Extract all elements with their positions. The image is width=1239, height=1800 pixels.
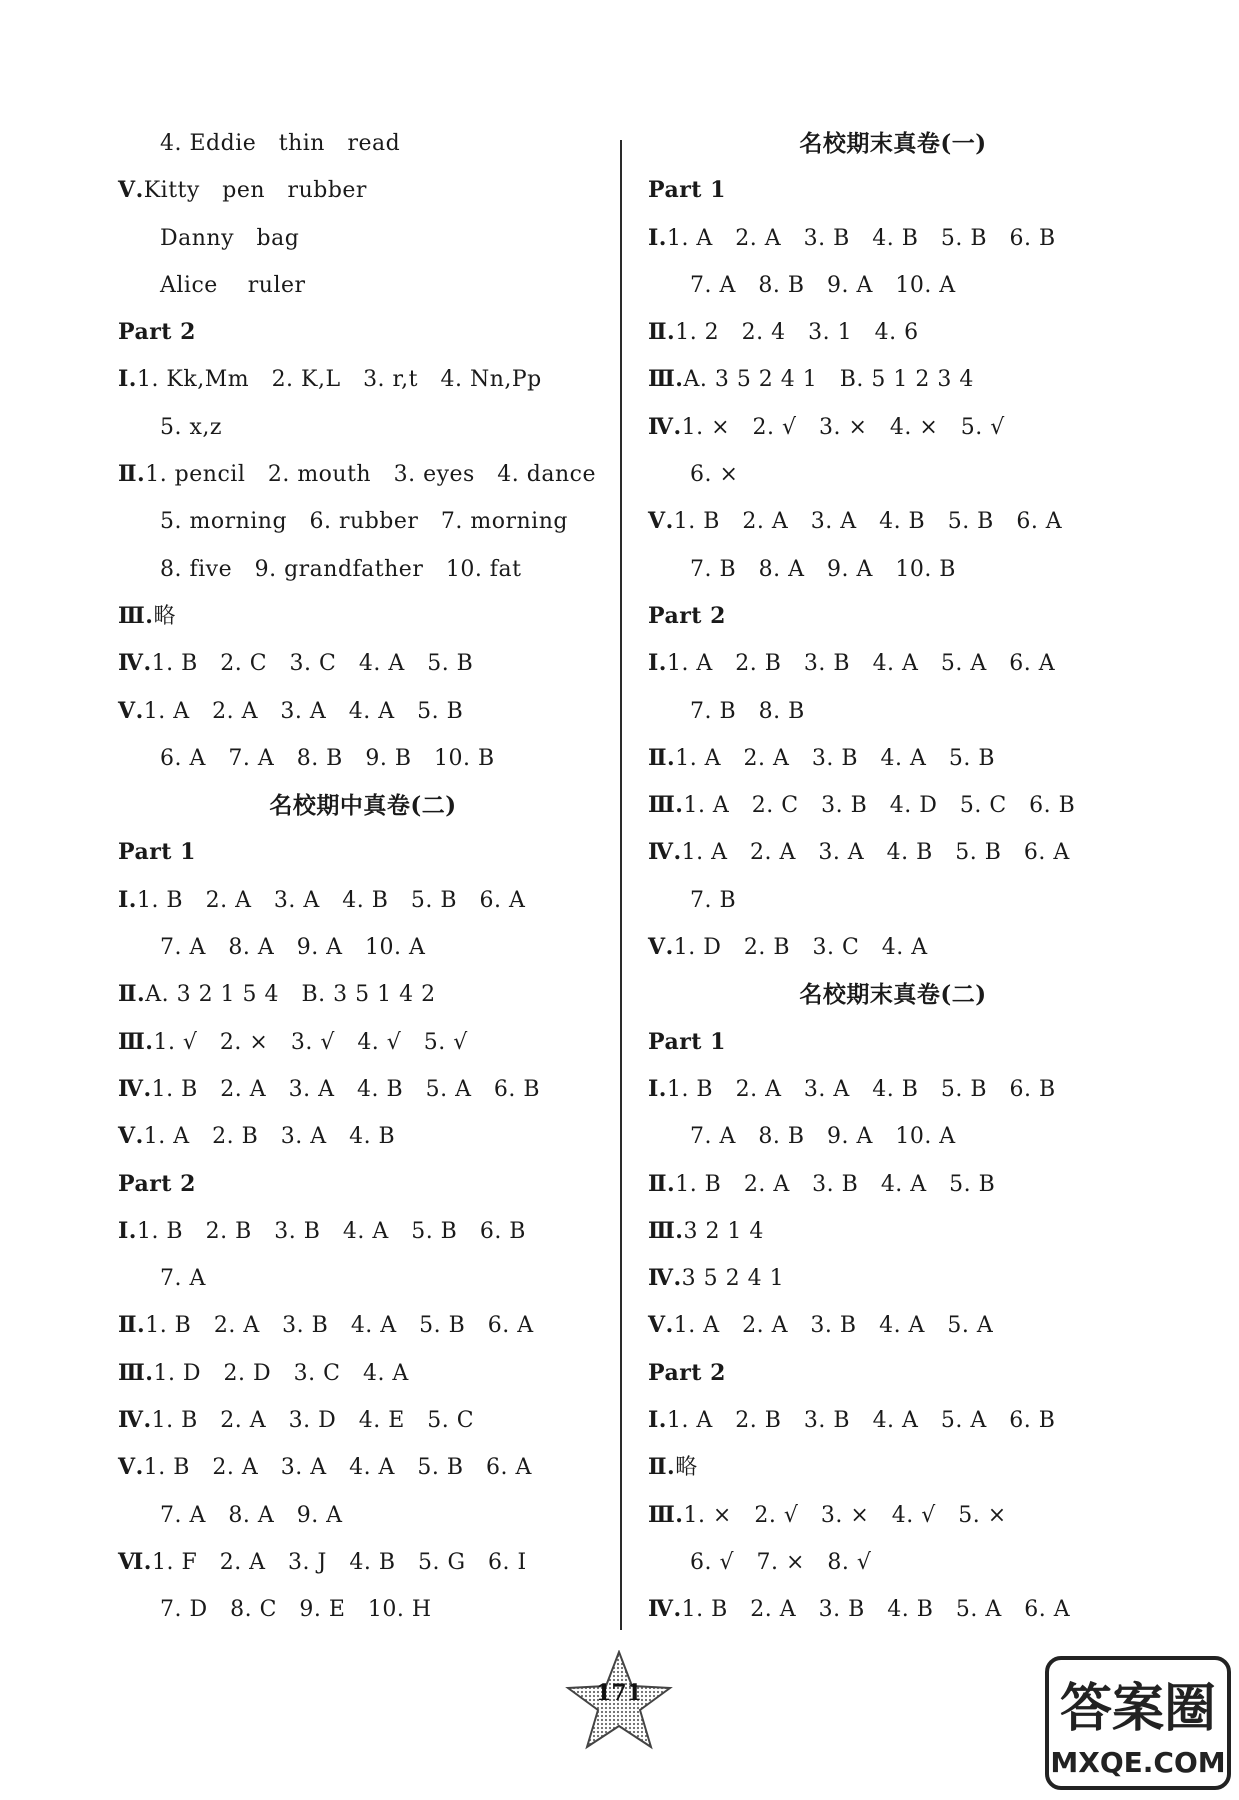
section-title: 名校期末真卷(二) [799, 981, 987, 1009]
item-number: Ⅱ. [118, 461, 146, 488]
answer-text: 1. D 2. D 3. C 4. A [153, 1360, 409, 1386]
answer-text: 1. A 2. B 3. B 4. A 5. A 6. B [666, 1408, 1056, 1434]
item-number: Ⅴ. [118, 1454, 144, 1481]
left-column [118, 120, 608, 1634]
page-number: 171 [596, 1680, 642, 1706]
answer-item [648, 1397, 1138, 1444]
answer-text: 3 2 1 4 [683, 1218, 764, 1244]
answer-line: 5. morning 6. rubber 7. morning [160, 509, 568, 535]
section-title: 名校期中真卷(二) [269, 792, 457, 820]
part-heading: Part 1 [648, 1028, 726, 1055]
answer-item [118, 971, 608, 1018]
answer-line: 6. × [690, 462, 739, 488]
answer-text: 1. B 2. A 3. B 4. A 5. B [675, 1171, 996, 1197]
item-number: Ⅴ. [118, 697, 144, 724]
answer-line: 7. B 8. B [690, 698, 805, 724]
answer-line: 7. A 8. B 9. A 10. A [690, 1124, 956, 1150]
answer-text: 3 5 2 4 1 [681, 1266, 785, 1292]
answer-item [118, 1302, 608, 1349]
answer-item [118, 356, 608, 403]
item-number: Ⅳ. [648, 1596, 682, 1623]
answer-line: Danny bag [160, 225, 300, 251]
answer-text: 1. pencil 2. mouth 3. eyes 4. dance [145, 462, 596, 488]
part-heading: Part 1 [648, 177, 726, 204]
answer-text: 1. B 2. A 3. A 4. B 5. A 6. B [151, 1076, 541, 1102]
answer-item [648, 1255, 1138, 1302]
item-number: Ⅲ. [648, 1217, 684, 1244]
item-number: Ⅱ. [118, 981, 146, 1008]
part-heading: Part 2 [648, 602, 726, 629]
answer-item [118, 1208, 608, 1255]
answer-item [648, 924, 1138, 971]
part-heading: Part 2 [118, 319, 196, 346]
answer-text: 1. B 2. A 3. A 4. B 5. B 6. A [136, 887, 526, 913]
answer-text: 1. A 2. A 3. B 4. A 5. A [673, 1313, 994, 1339]
item-number: Ⅰ. [648, 650, 667, 677]
item-number: Ⅱ. [648, 1170, 676, 1197]
item-number: Ⅰ. [118, 1217, 137, 1244]
answer-item [648, 735, 1138, 782]
answer-text: 略 [153, 603, 176, 629]
item-number: Ⅴ. [648, 508, 674, 535]
answer-item [118, 1066, 608, 1113]
answer-item [648, 1302, 1138, 1349]
answer-line: 5. x,z [160, 414, 222, 440]
item-number: Ⅰ. [118, 886, 137, 913]
answer-line: 6. A 7. A 8. B 9. B 10. B [160, 745, 495, 771]
answer-item [648, 1208, 1138, 1255]
item-number: Ⅲ. [118, 602, 154, 629]
answer-item [118, 1019, 608, 1066]
item-number: Ⅰ. [118, 366, 137, 393]
answer-text: 1. B 2. A 3. D 4. E 5. C [151, 1408, 475, 1434]
answer-item [648, 1066, 1138, 1113]
right-column [648, 120, 1138, 1634]
answer-item [118, 1539, 608, 1586]
item-number: Ⅴ. [118, 177, 144, 204]
section-title: 名校期末真卷(一) [799, 130, 987, 157]
answer-line: 7. A 8. A 9. A 10. A [160, 935, 426, 961]
answer-item [648, 1586, 1138, 1633]
answer-text: 1. A 2. A 3. B 4. A 5. B [675, 745, 996, 771]
answer-text: 1. × 2. √ 3. × 4. × 5. √ [681, 414, 1005, 440]
answer-text: 1. A 2. B 3. A 4. B [143, 1124, 396, 1150]
answer-text: 1. D 2. B 3. C 4. A [673, 935, 928, 961]
answer-text: 1. × 2. √ 3. × 4. √ 5. × [683, 1502, 1007, 1528]
answer-item [648, 1492, 1138, 1539]
item-number: Ⅴ. [118, 1123, 144, 1150]
answer-text: A. 3 5 2 4 1 B. 5 1 2 3 4 [683, 367, 974, 393]
answer-line: 7. B 8. A 9. A 10. B [690, 556, 956, 582]
answer-text: 1. A 2. A 3. A 4. A 5. B [143, 698, 464, 724]
answer-item [648, 309, 1138, 356]
answer-text: 1. B 2. A 3. B 4. B 5. A 6. A [681, 1597, 1071, 1623]
answer-item [118, 593, 608, 640]
item-number: Ⅳ. [648, 839, 682, 866]
answer-text: 1. A 2. B 3. B 4. A 5. A 6. A [666, 651, 1056, 677]
answer-item [118, 1350, 608, 1397]
item-number: Ⅱ. [648, 744, 676, 771]
answer-item [648, 1161, 1138, 1208]
item-number: Ⅳ. [118, 1407, 152, 1434]
answer-item [118, 688, 608, 735]
answer-text: 1. Kk,Mm 2. K,L 3. r,t 4. Nn,Pp [136, 367, 542, 393]
part-heading: Part 1 [118, 839, 196, 866]
item-number: Ⅴ. [648, 1312, 674, 1339]
answer-text: 1. 2 2. 4 3. 1 4. 6 [675, 320, 919, 346]
answer-line: 7. A [160, 1266, 206, 1292]
answer-text: 1. B 2. A 3. A 4. A 5. B 6. A [143, 1455, 532, 1481]
answer-line: 7. D 8. C 9. E 10. H [160, 1597, 432, 1623]
answer-item [118, 640, 608, 687]
item-number: Ⅳ. [118, 650, 152, 677]
answer-item [648, 498, 1138, 545]
item-number: Ⅳ. [118, 1075, 152, 1102]
item-number: Ⅴ. [648, 934, 674, 961]
item-number: Ⅳ. [648, 413, 682, 440]
answer-item [118, 451, 608, 498]
item-number: Ⅱ. [118, 1312, 146, 1339]
answer-text: 1. A 2. A 3. A 4. B 5. B 6. A [681, 840, 1070, 866]
answer-item [118, 877, 608, 924]
part-heading: Part 2 [118, 1170, 196, 1197]
answer-text: 1. B 2. A 3. B 4. A 5. B 6. A [145, 1313, 534, 1339]
item-number: Ⅰ. [648, 1075, 667, 1102]
answer-item [118, 1113, 608, 1160]
answer-text: 1. B 2. A 3. A 4. B 5. B 6. A [673, 509, 1063, 535]
item-number: Ⅱ. [648, 319, 676, 346]
answer-text: A. 3 2 1 5 4 B. 3 5 1 4 2 [145, 982, 436, 1008]
answer-line: 8. five 9. grandfather 10. fat [160, 556, 522, 582]
item-number: Ⅲ. [648, 1501, 684, 1528]
answer-line: 4. Eddie thin read [160, 131, 401, 156]
item-number: Ⅱ. [648, 1454, 676, 1481]
part-heading: Part 2 [648, 1359, 726, 1386]
item-number: Ⅰ. [648, 224, 667, 251]
answer-item [648, 215, 1138, 262]
answer-item [648, 1444, 1138, 1491]
answer-text: 1. A 2. A 3. B 4. B 5. B 6. B [666, 225, 1056, 251]
answer-line: 7. B [690, 887, 737, 913]
answer-item [648, 640, 1138, 687]
watermark-text: 答案圈 [1059, 1679, 1217, 1739]
item-number: Ⅲ. [118, 1359, 154, 1386]
answer-text: 1. √ 2. × 3. √ 4. √ 5. √ [153, 1029, 468, 1055]
answer-item [118, 1444, 608, 1491]
item-number: Ⅵ. [118, 1548, 152, 1575]
answer-text: 1. B 2. A 3. A 4. B 5. B 6. B [666, 1076, 1056, 1102]
item-number: Ⅰ. [648, 1407, 667, 1434]
answer-text: 1. B 2. B 3. B 4. A 5. B 6. B [136, 1218, 526, 1244]
item-number: Ⅲ. [118, 1028, 154, 1055]
answer-item [648, 782, 1138, 829]
answer-text: 1. F 2. A 3. J 4. B 5. G 6. I [151, 1549, 527, 1575]
answer-item [118, 1397, 608, 1444]
item-number: Ⅲ. [648, 366, 684, 393]
watermark-logo [1043, 1648, 1233, 1798]
watermark-url: MXQE.COM [1050, 1746, 1226, 1779]
answer-item [648, 356, 1138, 403]
item-number: Ⅲ. [648, 792, 684, 819]
answer-line: 7. A 8. A 9. A [160, 1502, 343, 1528]
answer-text: 1. B 2. C 3. C 4. A 5. B [151, 651, 474, 677]
answer-item [648, 829, 1138, 876]
answer-text: 略 [675, 1455, 698, 1481]
column-divider [620, 140, 622, 1630]
answer-item [118, 167, 608, 214]
answer-item [648, 404, 1138, 451]
item-number: Ⅳ. [648, 1265, 682, 1292]
answer-line: 7. A 8. B 9. A 10. A [690, 272, 956, 298]
answer-line: 6. √ 7. × 8. √ [690, 1549, 872, 1575]
answer-line: Alice ruler [160, 272, 306, 298]
answer-text: 1. A 2. C 3. B 4. D 5. C 6. B [683, 793, 1076, 819]
answer-text: Kitty pen rubber [143, 178, 367, 204]
